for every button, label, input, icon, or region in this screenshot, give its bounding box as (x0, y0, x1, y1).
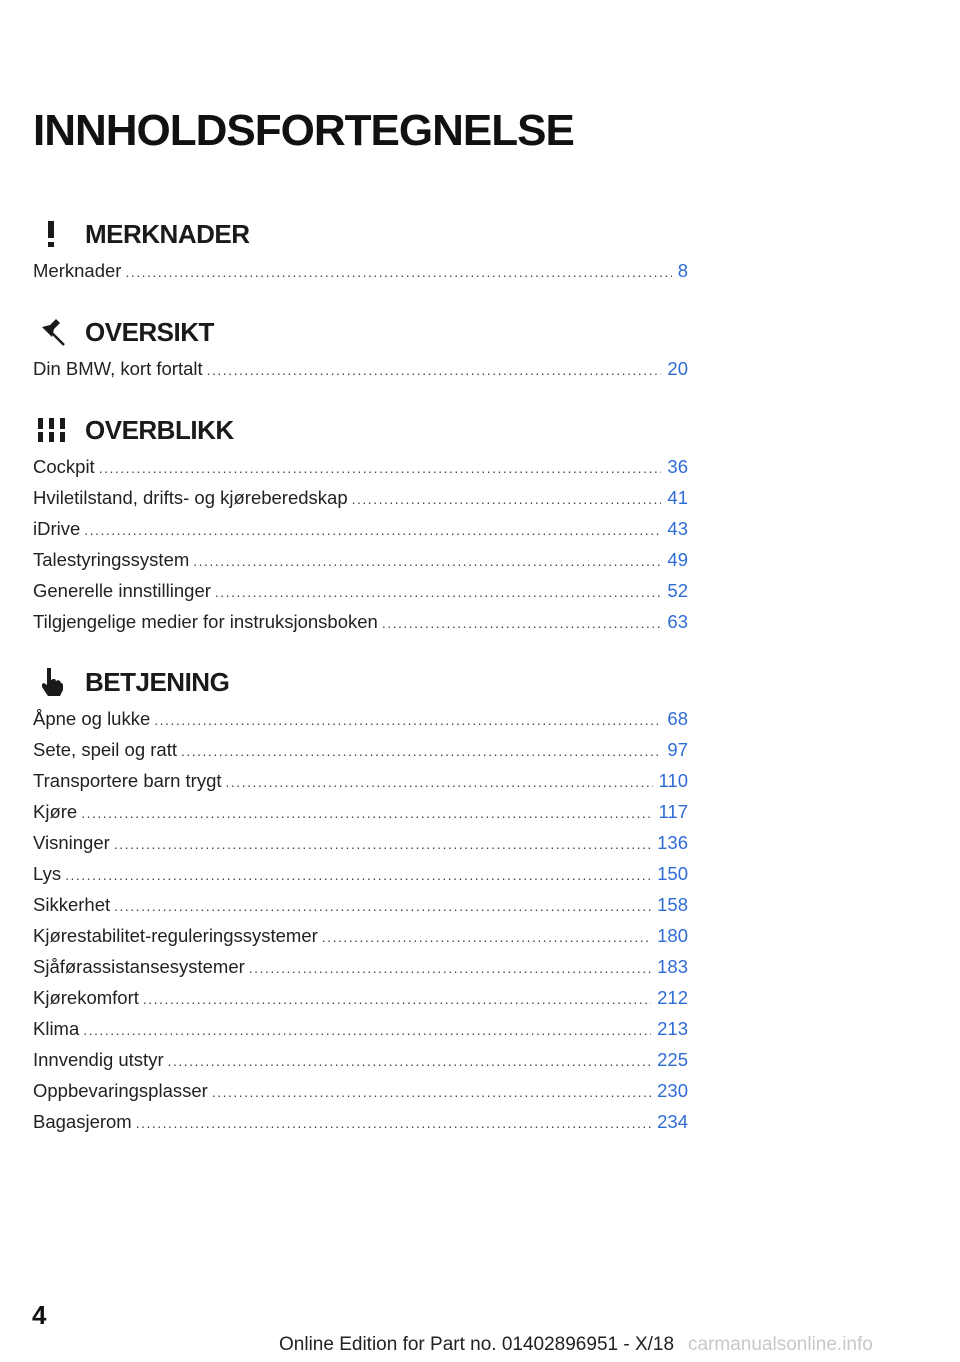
toc-page-link[interactable]: 43 (667, 518, 688, 539)
toc-entry-klima[interactable] (33, 1013, 688, 1044)
toc-entry-lys[interactable] (33, 858, 688, 889)
toc-entry-label: Transportere barn trygt (33, 770, 222, 791)
section-overblikk (33, 410, 688, 637)
dot-leader (83, 1015, 651, 1046)
dot-leader (81, 798, 652, 829)
toc-entry-label: Visninger (33, 832, 110, 853)
dot-leader (215, 577, 662, 608)
toc-page-link[interactable]: 52 (667, 580, 688, 601)
watermark: carmanualsonline.info (688, 1334, 873, 1355)
dot-leader (99, 453, 662, 484)
toc-page-link[interactable]: 63 (667, 611, 688, 632)
toc-entry-kjorestabilitet[interactable] (33, 920, 688, 951)
toc-page-link[interactable]: 117 (658, 801, 688, 822)
toc-page-link[interactable]: 110 (658, 770, 688, 791)
toc-entry-label: Kjørekomfort (33, 987, 139, 1008)
dot-leader (65, 860, 651, 891)
section-title: OVERSIKT (85, 316, 214, 347)
toc-entry-oppbevaringsplasser[interactable] (33, 1075, 688, 1106)
toc-entry-label: Cockpit (33, 456, 95, 477)
toc-entry-label: Innvendig utstyr (33, 1049, 164, 1070)
dot-leader (143, 984, 651, 1015)
dot-leader (352, 484, 662, 515)
toc-entry-label: Tilgjengelige medier for instruksjonsboken (33, 611, 378, 632)
dot-leader (212, 1077, 651, 1108)
dot-leader (84, 515, 661, 546)
toc-entry-sjaforassistanse[interactable] (33, 951, 688, 982)
footer-edition: Online Edition for Part no. 01402896951 - X/18 (279, 1334, 675, 1355)
toc-entry-visninger[interactable] (33, 827, 688, 858)
dot-leader (168, 1046, 652, 1077)
toc-entry-label: Merknader (33, 260, 122, 281)
section-merknader (33, 214, 688, 286)
section-title: BETJENING (85, 666, 230, 697)
toc-entry-label: Sjåførassistansesystemer (33, 956, 245, 977)
dot-leader (249, 953, 651, 984)
toc-entry-label: Klima (33, 1018, 80, 1039)
toc-page-link[interactable]: 212 (657, 987, 688, 1008)
toc-entry-label: Hviletilstand, drifts- og kjøreberedskap (33, 487, 348, 508)
section-header (33, 312, 688, 352)
toc-entry-generelle-innstillinger[interactable] (33, 575, 688, 606)
toc-entry-sete-speil-ratt[interactable] (33, 734, 688, 765)
section-betjening (33, 662, 688, 1137)
toc-entry-label: Sete, speil og ratt (33, 739, 177, 760)
dot-leader (125, 257, 671, 288)
toc-page-link[interactable]: 20 (667, 358, 688, 379)
toc-entry-label: Generelle innstillinger (33, 580, 211, 601)
dot-leader (207, 355, 662, 386)
toc-entry-sikkerhet[interactable] (33, 889, 688, 920)
dot-leader (181, 736, 661, 767)
toc-entry-label: Sikkerhet (33, 894, 111, 915)
toc-entry-label: Oppbevaringsplasser (33, 1080, 208, 1101)
toc-entry-label: Kjøre (33, 801, 78, 822)
section-title: MERKNADER (85, 218, 250, 249)
section-oversikt (33, 312, 688, 384)
toc-page-link[interactable]: 49 (667, 549, 688, 570)
dot-leader (193, 546, 661, 577)
dot-leader (136, 1108, 651, 1139)
toc-entry-innvendig-utstyr[interactable] (33, 1044, 688, 1075)
toc-entry-transportere-barn[interactable] (33, 765, 688, 796)
toc-entry-kjore[interactable] (33, 796, 688, 827)
toc-list (33, 353, 688, 384)
toc-page-link[interactable]: 8 (677, 260, 688, 281)
toc-entry-idrive[interactable] (33, 513, 688, 544)
toc-entry-tilgjengelige-medier[interactable] (33, 606, 688, 637)
toc-entry-label: Din BMW, kort fortalt (33, 358, 203, 379)
dot-leader (322, 922, 651, 953)
toc-page-link[interactable]: 213 (657, 1018, 688, 1039)
section-title: OVERBLIKK (85, 414, 234, 445)
toc-page-link[interactable]: 183 (657, 956, 688, 977)
toc-entry-label: Åpne og lukke (33, 708, 151, 729)
hand-pointer-icon (36, 666, 72, 698)
toc-entry-kjorekomfort[interactable] (33, 982, 688, 1013)
toc-page-link[interactable]: 230 (657, 1080, 688, 1101)
grid-bars-icon (36, 414, 72, 446)
page-number: 4 (32, 1300, 47, 1330)
toc-page-link[interactable]: 180 (657, 925, 688, 946)
toc-page-link[interactable]: 150 (657, 863, 688, 884)
toc-entry-hviletilstand[interactable] (33, 482, 688, 513)
toc-entry-label: Bagasjerom (33, 1111, 132, 1132)
toc-page-link[interactable]: 36 (667, 456, 688, 477)
toc-entry-cockpit[interactable] (33, 451, 688, 482)
toc-list (33, 255, 688, 286)
toc-list (33, 703, 688, 1137)
dot-leader (382, 608, 662, 639)
section-header (33, 214, 688, 254)
toc-page-link[interactable]: 41 (667, 487, 688, 508)
exclamation-icon (36, 218, 72, 250)
toc-entry-label: Talestyringssystem (33, 549, 190, 570)
toc-page-link[interactable]: 158 (657, 894, 688, 915)
page-title: INNHOLDSFORTEGNELSE (33, 106, 574, 155)
toc-entry-label: Kjørestabilitet-reguleringssystemer (33, 925, 318, 946)
toc-entry-apne-og-lukke[interactable] (33, 703, 688, 734)
pin-icon (36, 316, 72, 348)
toc-list (33, 451, 688, 637)
toc-page-link[interactable]: 225 (657, 1049, 688, 1070)
toc-page-link[interactable]: 97 (667, 739, 688, 760)
toc-entry-talestyring[interactable] (33, 544, 688, 575)
dot-leader (226, 767, 653, 798)
toc-entry-merknader[interactable] (33, 255, 688, 286)
section-header (33, 410, 688, 450)
toc-entry-din-bmw[interactable] (33, 353, 688, 384)
toc-entry-bagasjerom[interactable] (33, 1106, 688, 1137)
dot-leader (114, 891, 651, 922)
toc-entry-label: Lys (33, 863, 62, 884)
dot-leader (114, 829, 651, 860)
toc-page-link[interactable]: 234 (657, 1111, 688, 1132)
toc-page-link[interactable]: 68 (667, 708, 688, 729)
section-header (33, 662, 688, 702)
dot-leader (154, 705, 661, 736)
toc-entry-label: iDrive (33, 518, 81, 539)
toc-page-link[interactable]: 136 (657, 832, 688, 853)
